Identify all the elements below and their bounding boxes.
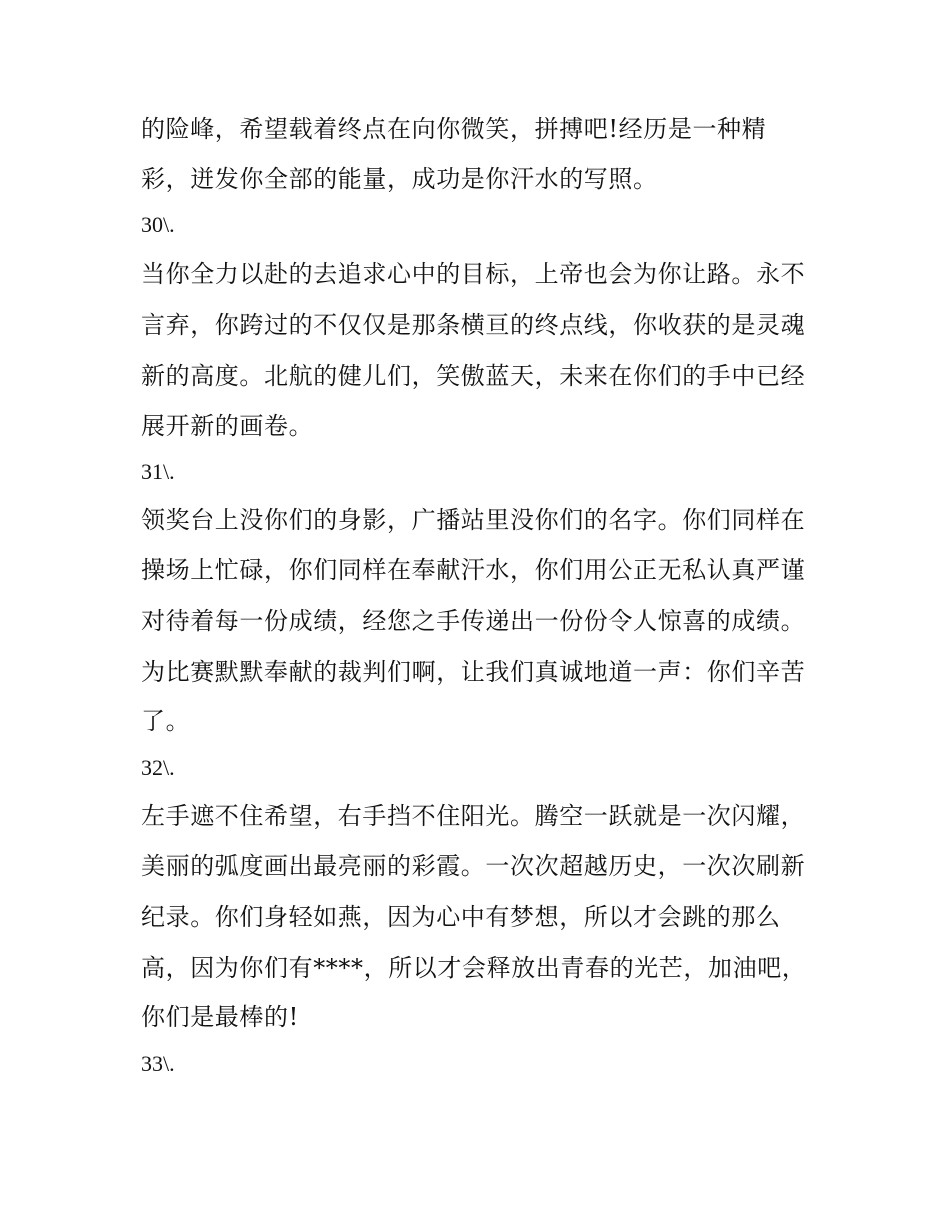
- text-line: 展开新的画卷。: [141, 412, 314, 440]
- text-line: 新的高度。北航的健儿们，笑傲蓝天，未来在你们的手中已经: [141, 362, 806, 390]
- text-line: 高，因为你们有****，所以才会释放出青春的光芒，加油吧，: [141, 954, 807, 982]
- text-line: 为比赛默默奉献的裁判们啊，让我们真诚地道一声：你们辛苦: [141, 658, 806, 686]
- item-number: 33\.: [141, 1051, 175, 1076]
- text-line: 的险峰，希望载着终点在向你微笑，拼搏吧!经历是一种精: [141, 115, 767, 143]
- text-line: 言弃，你跨过的不仅仅是那条横亘的终点线，你收获的是灵魂: [141, 311, 806, 339]
- text-line: 对待着每一份成绩，经您之手传递出一份份令人惊喜的成绩。: [141, 607, 806, 635]
- text-line: 你们是最棒的!: [141, 1003, 299, 1031]
- text-line: 彩，迸发你全部的能量，成功是你汗水的写照。: [141, 165, 658, 193]
- text-line: 领奖台上没你们的身影，广播站里没你们的名字。你们同样在: [141, 506, 806, 534]
- text-line: 操场上忙碌，你们同样在奉献汗水，你们用公正无私认真严谨: [141, 556, 806, 584]
- text-line: 左手遮不住希望，右手挡不住阳光。腾空一跃就是一次闪耀，: [141, 802, 806, 830]
- text-line: 纪录。你们身轻如燕，因为心中有梦想，所以才会跳的那么: [141, 903, 781, 931]
- text-line: 了。: [141, 707, 191, 735]
- item-number: 31\.: [141, 459, 175, 484]
- item-number: 32\.: [141, 755, 175, 780]
- text-line: 美丽的弧度画出最亮丽的彩霞。一次次超越历史，一次次刷新: [141, 852, 806, 880]
- text-line: 当你全力以赴的去追求心中的目标，上帝也会为你让路。永不: [141, 260, 806, 288]
- item-number: 30\.: [141, 212, 175, 237]
